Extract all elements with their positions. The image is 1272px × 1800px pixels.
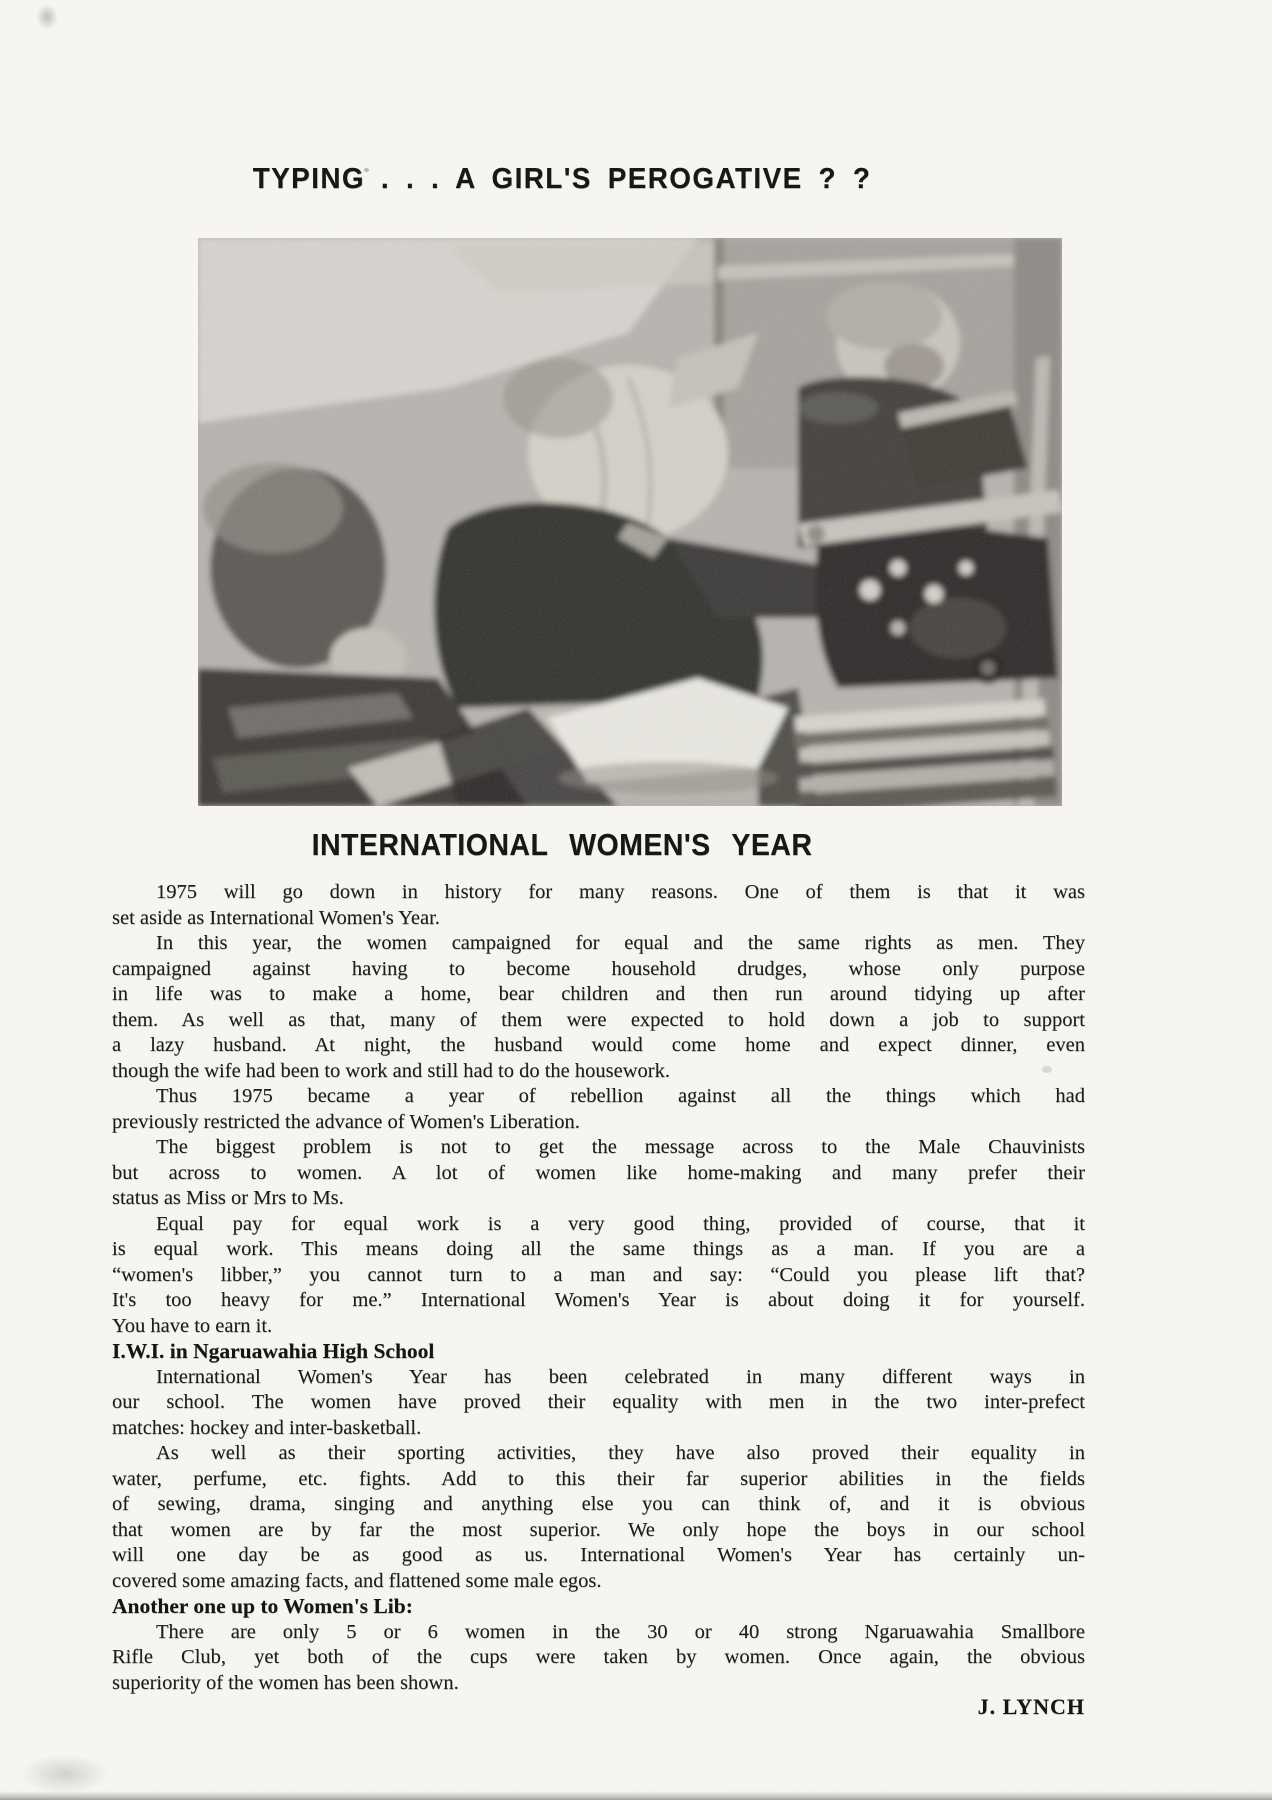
- page-title: TYPING . . . A GIRL'S PEROGATIVE ? ?: [252, 163, 872, 195]
- text-line: Equal pay for equal work is a very good thing, provided of course, that it: [156, 1212, 1085, 1235]
- photo-illustration: [198, 238, 1062, 806]
- text-line: of sewing, drama, singing and anything else you can think of, and it is obvious: [112, 1493, 1085, 1515]
- paragraph: [112, 1441, 1085, 1594]
- author-byline: J. LYNCH: [977, 1694, 1085, 1719]
- text-line: The biggest problem is not to get the message across to the Male Chauvinists: [156, 1136, 1085, 1158]
- paragraph: [112, 1135, 1085, 1212]
- text-line: Rifle Club, yet both of the cups were taken by women. Once again, the obvious: [112, 1646, 1085, 1668]
- classroom-typing-photo: [198, 238, 1062, 806]
- paragraph: [112, 931, 1085, 1084]
- page-bottom-shadow: [0, 1791, 1272, 1800]
- article-body: [112, 880, 1085, 1720]
- paragraph: [112, 1084, 1085, 1135]
- text-line: As well as their sporting activities, they have also proved their equality in: [156, 1442, 1085, 1464]
- text-line: though the wife had been to work and still had to do the housework.: [112, 1059, 670, 1082]
- section-heading: INTERNATIONAL WOMEN'S YEAR: [311, 827, 813, 862]
- paragraph: [112, 880, 1085, 931]
- text-line: International Women's Year has been celebrated in many different ways in: [156, 1365, 1085, 1388]
- text-line: will one day be as good as us. International Women's Year has certainly un-: [112, 1544, 1085, 1566]
- text-line: but across to women. A lot of women like home-making and many prefer their: [112, 1161, 1085, 1184]
- text-line: is equal work. This means doing all the same things as a man. If you are a: [112, 1238, 1085, 1260]
- text-line: covered some amazing facts, and flattened some male egos.: [112, 1569, 602, 1592]
- text-line: matches: hockey and inter-basketball.: [112, 1416, 422, 1439]
- paragraph: [112, 1365, 1085, 1442]
- subheading: I.W.I. in Ngaruawahia High School: [112, 1339, 435, 1363]
- text-line: In this year, the women campaigned for equal and the same rights as men. They: [156, 932, 1085, 954]
- text-line: in life was to make a home, bear children and then run around tidying up after: [112, 983, 1085, 1005]
- text-line: water, perfume, etc. fights. Add to this their far superior abilities in the fields: [112, 1467, 1085, 1490]
- text-line: campaigned against having to become household drudges, whose only purpose: [112, 957, 1085, 980]
- text-line: set aside as International Women's Year.: [112, 906, 440, 929]
- text-line: them. As well as that, many of them were expected to hold down a job to support: [112, 1008, 1085, 1031]
- text-line: “women's libber,” you cannot turn to a man and say: “Could you please lift that?: [112, 1263, 1085, 1286]
- text-line: our school. The women have proved their equality with men in the two inter-prefect: [112, 1391, 1085, 1413]
- scan-smudge: [36, 4, 58, 30]
- paragraph: [112, 1620, 1085, 1697]
- text-line: superiority of the women has been shown.: [112, 1671, 459, 1694]
- text-line: previously restricted the advance of Women's Liberation.: [112, 1110, 580, 1133]
- text-line: status as Miss or Mrs to Ms.: [112, 1187, 344, 1209]
- subheading: Another one up to Women's Lib:: [112, 1594, 413, 1618]
- text-line: a lazy husband. At night, the husband would come home and expect dinner, even: [112, 1034, 1085, 1056]
- scan-smudge: [20, 1754, 110, 1794]
- text-line: 1975 will go down in history for many reasons. One of them is that it was: [156, 881, 1085, 903]
- text-line: There are only 5 or 6 women in the 30 or 40 strong Ngaruawahia Smallbore: [156, 1620, 1085, 1643]
- text-line: You have to earn it.: [112, 1314, 273, 1337]
- text-line: Thus 1975 became a year of rebellion against all the things which had: [156, 1085, 1085, 1107]
- text-line: It's too heavy for me.” International Women's Year is about doing it for yourself.: [112, 1289, 1085, 1311]
- text-line: that women are by far the most superior. We only hope the boys in our school: [112, 1518, 1085, 1541]
- paragraph: [112, 1212, 1085, 1340]
